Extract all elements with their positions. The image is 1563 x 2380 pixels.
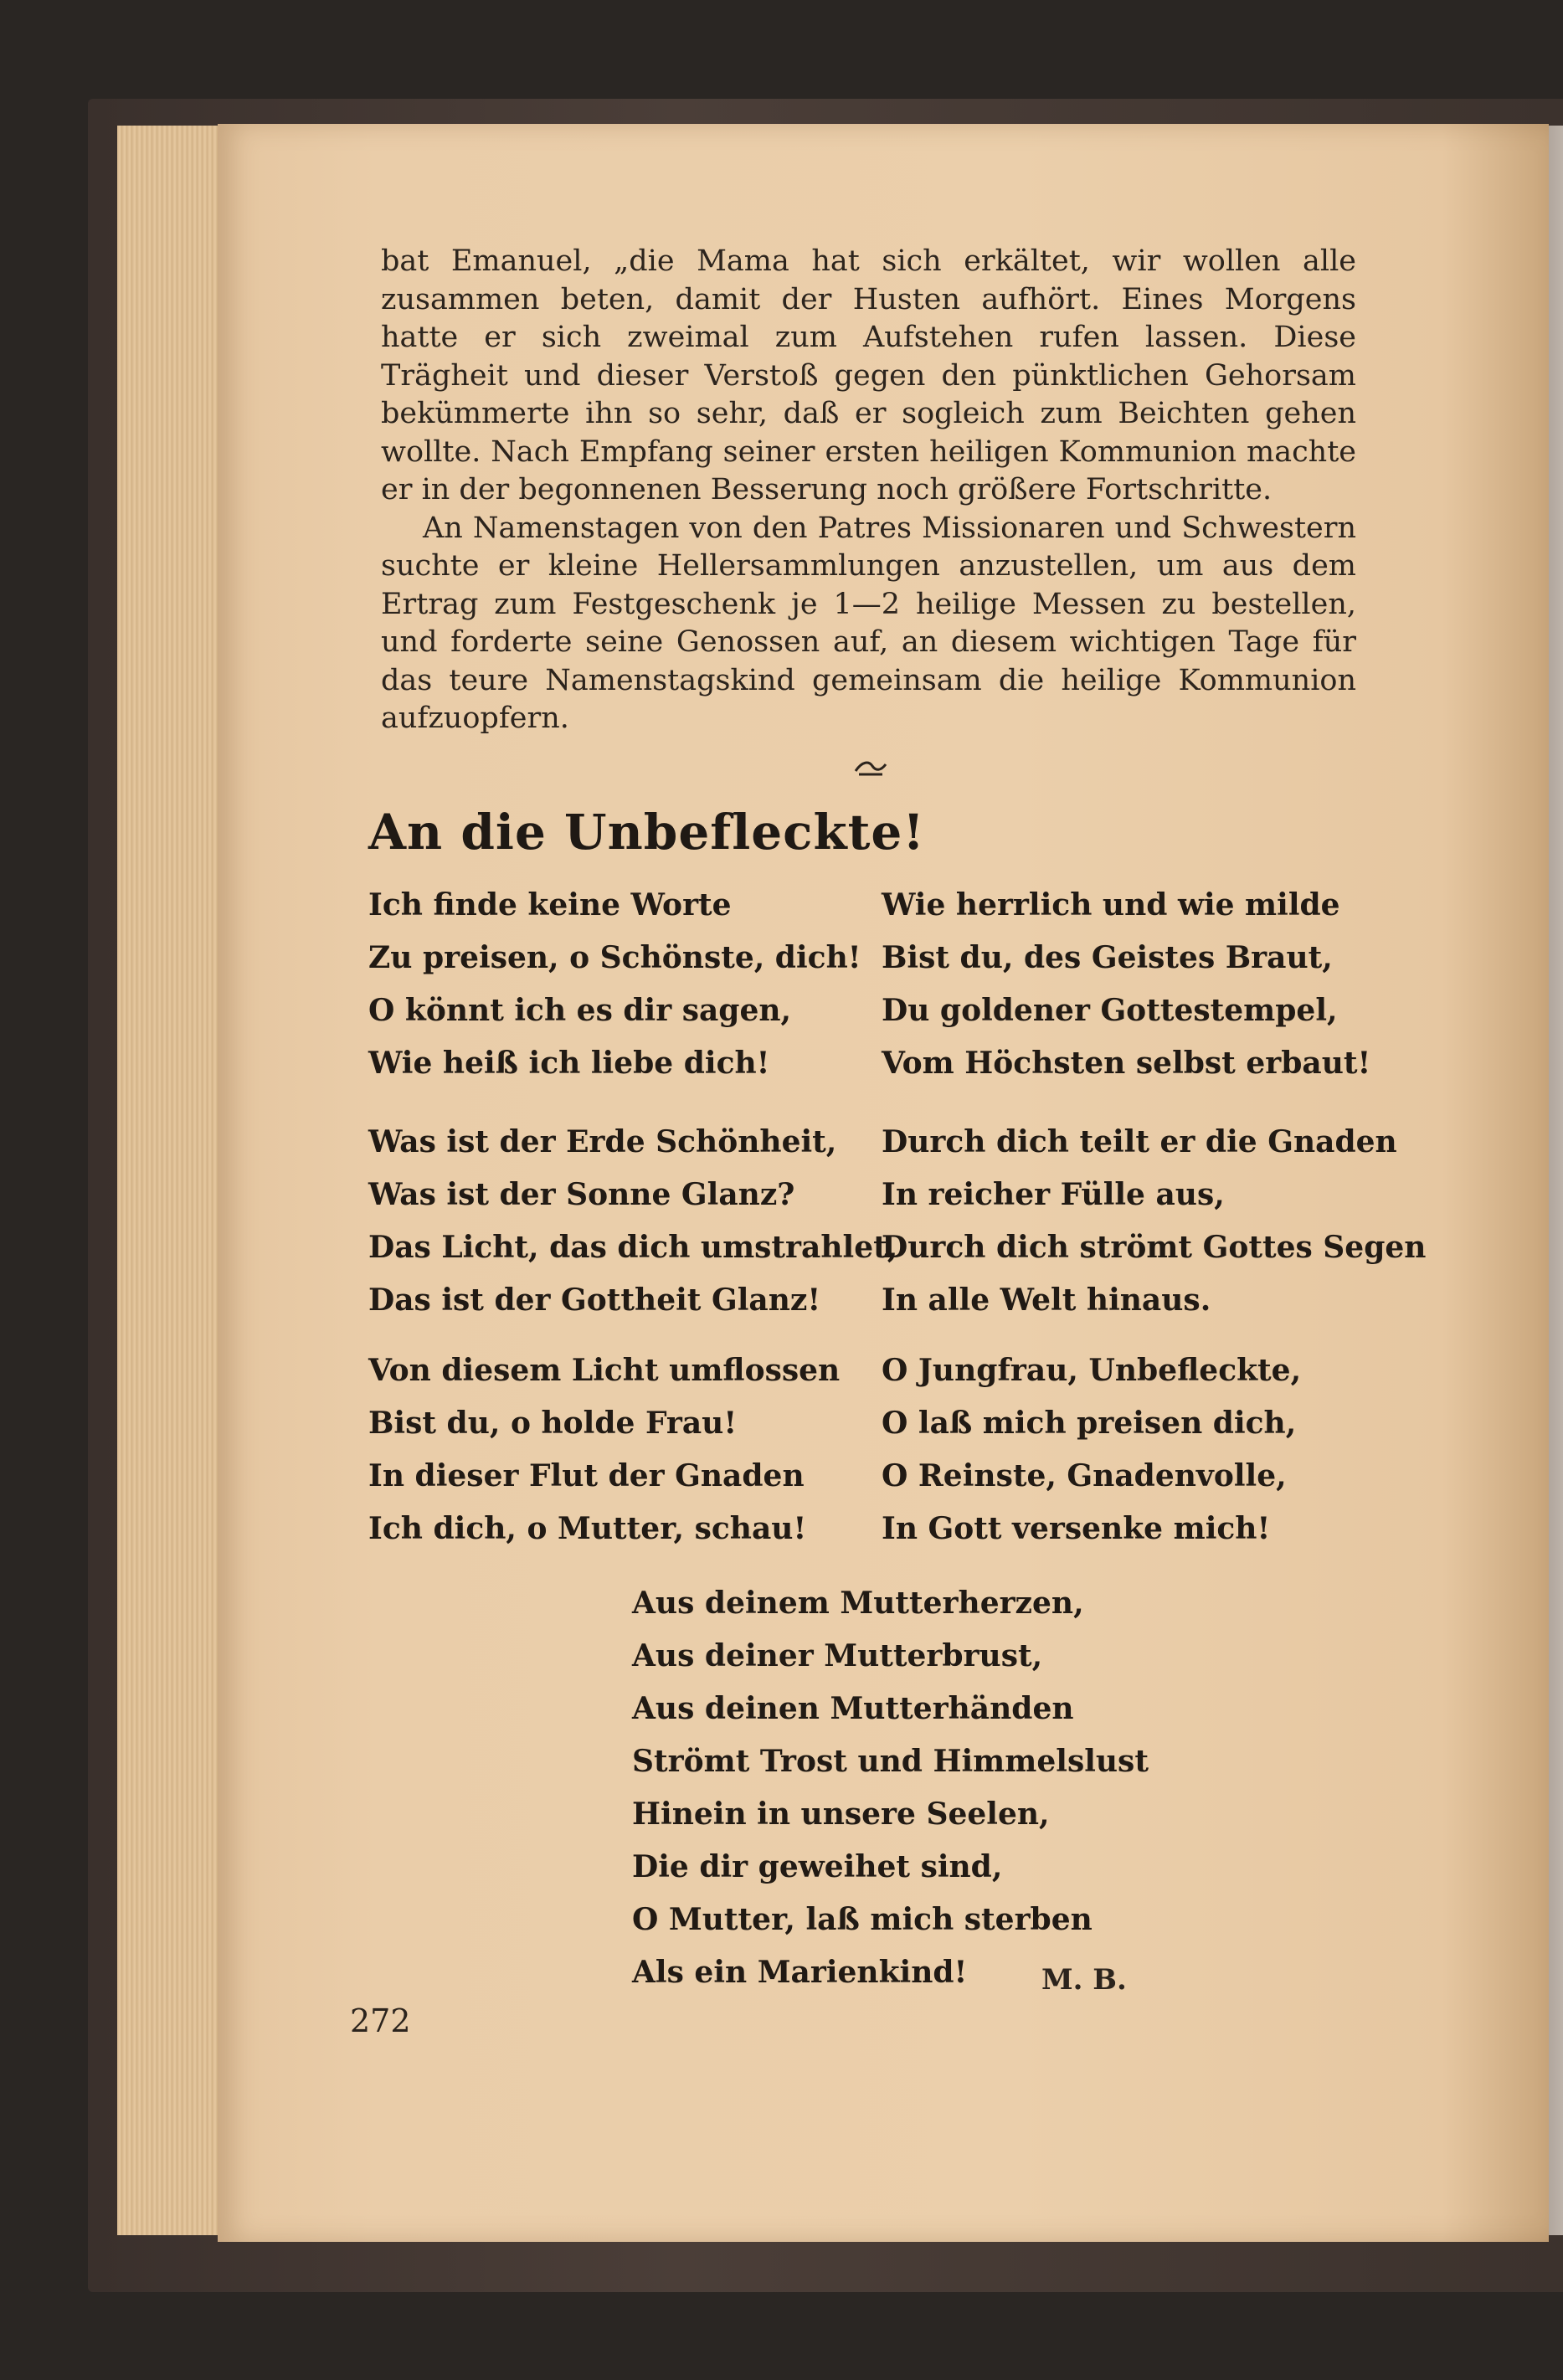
verse-line: Das ist der Gottheit Glanz! bbox=[368, 1283, 821, 1318]
verse-line: Strömt Trost und Himmelslust bbox=[632, 1744, 1149, 1779]
verse-line: In dieser Flut der Gnaden bbox=[368, 1458, 805, 1493]
stanza-5 bbox=[368, 1344, 840, 1555]
stanza-4 bbox=[882, 1116, 1426, 1327]
verse-line: Als ein Marienkind! bbox=[632, 1955, 968, 1990]
verse-line: O laß mich preisen dich, bbox=[882, 1406, 1297, 1441]
verse-line: O Reinste, Gnadenvolle, bbox=[882, 1458, 1287, 1493]
verse-line: In reicher Fülle aus, bbox=[882, 1177, 1225, 1212]
verse-line: Zu preisen, o Schönste, dich! bbox=[368, 940, 861, 975]
verse-line: Was ist der Erde Schönheit, bbox=[368, 1124, 837, 1159]
verse-line: O Mutter, laß mich sterben bbox=[632, 1902, 1093, 1937]
stanza-2 bbox=[882, 879, 1370, 1090]
stanza-6 bbox=[882, 1344, 1301, 1555]
stanza-1 bbox=[368, 879, 861, 1090]
verse-line: Ich dich, o Mutter, schau! bbox=[368, 1511, 807, 1546]
verse-line: Aus deinem Mutterherzen, bbox=[632, 1586, 1084, 1621]
author-signature: M. B. bbox=[1041, 1963, 1127, 1997]
verse-line: Vom Höchsten selbst erbaut! bbox=[882, 1046, 1371, 1081]
verse-line: In alle Welt hinaus. bbox=[882, 1283, 1211, 1318]
prose-paragraph-2: An Namenstagen von den Patres Missionaren und Schwestern suchte er kleine Hellersammlungen anzustellen, um aus dem Ertrag zum Festgeschenk je 1—2 heilige Messen zu bestellen, und forderte seine Genossen auf, an diesem wichtigen Tage für das teure Namenstagskind gemeinsam die heilige Kommunion aufzuopfern. bbox=[381, 511, 1356, 735]
section-ornament bbox=[852, 758, 889, 779]
verse-line: Aus deiner Mutterbrust, bbox=[632, 1638, 1043, 1673]
verse-line: Aus deinen Mutterhänden bbox=[632, 1691, 1074, 1726]
verse-line: Ich finde keine Worte bbox=[368, 887, 732, 923]
stanza-3 bbox=[368, 1116, 897, 1327]
page-number: 272 bbox=[350, 2002, 411, 2039]
verse-line: O könnt ich es dir sagen, bbox=[368, 993, 792, 1028]
verse-line: Wie herrlich und wie milde bbox=[882, 887, 1340, 923]
verse-line: Du goldener Gottestempel, bbox=[882, 993, 1338, 1028]
verse-line: Durch dich strömt Gottes Segen bbox=[882, 1230, 1427, 1265]
verse-line: Was ist der Sonne Glanz? bbox=[368, 1177, 795, 1212]
verse-line: Bist du, des Geistes Braut, bbox=[882, 940, 1333, 975]
verse-line: Hinein in unsere Seelen, bbox=[632, 1797, 1050, 1832]
verse-line: Die dir geweihet sind, bbox=[632, 1849, 1003, 1884]
verse-line: O Jungfrau, Unbefleckte, bbox=[882, 1353, 1302, 1388]
verse-line: Durch dich teilt er die Gnaden bbox=[882, 1124, 1397, 1159]
prose-text bbox=[381, 243, 1356, 738]
poem-title: An die Unbefleckte! bbox=[368, 804, 925, 861]
stanza-7 bbox=[632, 1577, 1149, 1999]
verse-line: Das Licht, das dich umstrahlet, bbox=[368, 1230, 898, 1265]
verse-line: Von diesem Licht umflossen bbox=[368, 1353, 841, 1388]
verse-line: Wie heiß ich liebe dich! bbox=[368, 1046, 770, 1081]
prose-paragraph-1: bat Emanuel, „die Mama hat sich erkältet, wir wollen alle zusammen beten, damit der Husten aufhört. Eines Morgens hatte er sich zweimal zum Aufstehen rufen lassen. Diese Trägheit und dieser Verstoß gegen den pünktlichen Gehorsam bekümmerte ihn so sehr, daß er sogleich zum Beichten gehen wollte. Nach Empfang seiner ersten heiligen Kommunion machte er in der begonnenen Besserung noch größere Fortschritte. bbox=[381, 244, 1356, 506]
verse-line: Bist du, o holde Frau! bbox=[368, 1406, 738, 1441]
verse-line: In Gott versenke mich! bbox=[882, 1511, 1271, 1546]
